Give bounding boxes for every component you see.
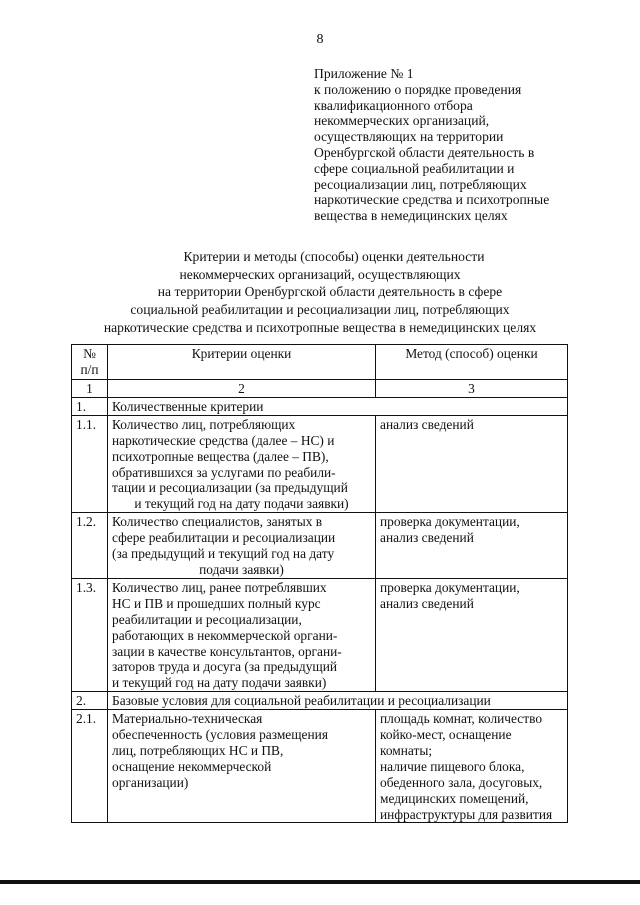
row-number: 1.3.: [72, 578, 108, 691]
header-number: [72, 345, 108, 380]
criteria-table: [71, 344, 568, 823]
appendix-line: вещества в немедицинских целях: [314, 208, 508, 224]
criteria-line: подачи заявки): [199, 561, 284, 577]
column-number: 3: [376, 380, 568, 398]
appendix-line: некоммерческих организаций,: [314, 113, 490, 129]
method-line: анализ сведений: [380, 416, 474, 432]
appendix-line: Приложение № 1: [314, 66, 414, 81]
column-number-row: [72, 380, 568, 398]
criteria-cell: [108, 578, 376, 691]
title-line: социальной реабилитации и ресоциализации лиц, потребляющих: [130, 302, 510, 318]
method-line: анализ сведений: [380, 595, 474, 611]
table-row: [72, 513, 568, 579]
section-title: Базовые условия для социальной реабилитации и ресоциализации: [108, 692, 568, 710]
criteria-line: зации в качестве консультантов, органи-: [112, 643, 342, 659]
method-line: проверка документации,: [380, 514, 520, 530]
header-number-abbr: п/п: [80, 361, 99, 377]
criteria-cell: [108, 415, 376, 512]
appendix-line: сфере социальной реабилитации и: [314, 160, 515, 176]
criteria-line: оснащение некоммерческой: [112, 758, 272, 774]
title-line: некоммерческих организаций, осуществляющих: [179, 266, 461, 282]
appendix-line: к положению о порядке проведения: [314, 81, 522, 97]
criteria-line: Количество специалистов, занятых в: [112, 514, 323, 530]
criteria-line: Количество лиц, ранее потреблявших: [112, 579, 327, 595]
criteria-line: заторов труда и досуга (за предыдущий: [112, 659, 338, 675]
criteria-line: психотропные вещества (далее – ПВ),: [112, 448, 329, 464]
table-row: [72, 692, 568, 710]
page-bottom-rule: [0, 880, 640, 884]
method-line: койко-мест, оснащение: [380, 727, 512, 743]
header-criteria: Критерии оценки: [108, 345, 376, 380]
title-line: наркотические средства и психотропные вещества в немедицинских целях: [103, 319, 537, 335]
method-line: проверка документации,: [380, 579, 520, 595]
header-method: Метод (способ) оценки: [376, 345, 568, 380]
appendix-note: [314, 66, 614, 224]
row-number: 2.: [72, 692, 108, 710]
criteria-line: реабилитации и ресоциализации,: [112, 611, 302, 627]
appendix-line: наркотические средства и психотропные: [314, 192, 550, 208]
appendix-line: ресоциализации лиц, потребляющих: [314, 176, 527, 192]
criteria-line: НС и ПВ и прошедших полный курс: [112, 595, 321, 611]
criteria-line: обеспеченность (условия размещения: [112, 727, 328, 743]
criteria-line: работающих в некоммерческой органи-: [112, 627, 338, 643]
method-line: обеденного зала, досуговых,: [380, 774, 543, 790]
method-line: площадь комнат, количество: [380, 711, 543, 727]
method-cell: [376, 578, 568, 691]
row-number: 1.2.: [72, 513, 108, 579]
table-row: [72, 415, 568, 512]
criteria-line: (за предыдущий и текущий год на дату: [112, 546, 335, 562]
criteria-line: тации и ресоциализации (за предыдущий: [112, 480, 348, 496]
criteria-cell: [108, 513, 376, 579]
page-number: 8: [316, 32, 324, 47]
document-title: [0, 248, 640, 337]
title-line: на территории Оренбургской области деятельность в сфере: [157, 284, 503, 300]
table-row: [72, 397, 568, 415]
row-number: 2.1.: [72, 710, 108, 823]
method-line: наличие пищевого блока,: [380, 758, 525, 774]
method-line: анализ сведений: [380, 530, 474, 546]
header-number-sign: №: [83, 346, 96, 361]
criteria-line: Количество лиц, потребляющих: [112, 416, 296, 432]
row-number: 1.1.: [72, 415, 108, 512]
method-cell: [376, 513, 568, 579]
title-line: Критерии и методы (способы) оценки деятельности: [183, 249, 485, 264]
criteria-line: наркотические средства (далее – НС) и: [112, 432, 335, 448]
table-row: [72, 578, 568, 691]
criteria-line: и текущий год на дату подачи заявки): [112, 675, 327, 691]
method-line: медицинских помещений,: [380, 790, 529, 806]
row-number: 1.: [72, 397, 108, 415]
column-number: 1: [72, 380, 108, 398]
method-cell: [376, 710, 568, 823]
criteria-line: сфере реабилитации и ресоциализации: [112, 530, 336, 546]
appendix-line: квалификационного отбора: [314, 97, 473, 113]
column-number: 2: [108, 380, 376, 398]
appendix-line: Оренбургской области деятельность в: [314, 144, 535, 160]
criteria-line: и текущий год на дату подачи заявки): [134, 496, 349, 512]
appendix-line: осуществляющих на территории: [314, 129, 504, 145]
criteria-line: Материально-техническая: [112, 711, 263, 727]
criteria-line: организации): [112, 774, 189, 790]
method-cell: [376, 415, 568, 512]
criteria-line: обратившихся за услугами по реабили-: [112, 464, 336, 480]
criteria-line: лиц, потребляющих НС и ПВ,: [112, 742, 284, 758]
criteria-cell: [108, 710, 376, 823]
method-line: инфраструктуры для развития: [380, 806, 553, 822]
table-row: [72, 710, 568, 823]
method-line: комнаты;: [380, 742, 433, 758]
section-title: Количественные критерии: [108, 397, 568, 415]
header-row: [72, 345, 568, 380]
